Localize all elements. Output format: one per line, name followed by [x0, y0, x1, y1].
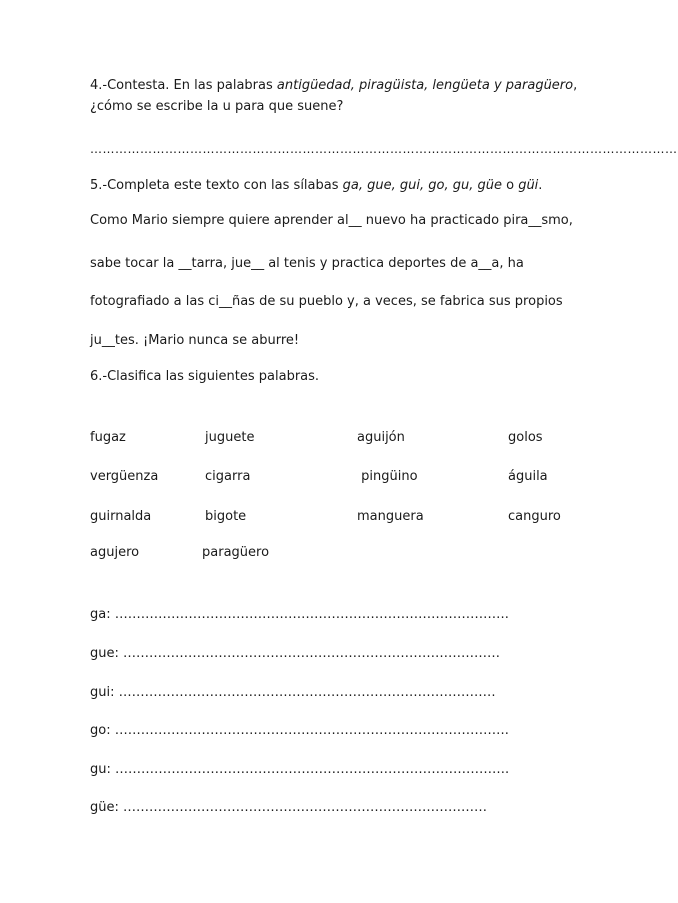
category-label: gui:	[90, 685, 119, 700]
question-5-text-line-4: ju__tes. ¡Mario nunca se aburre!	[90, 333, 300, 348]
category-gue-dieresis[interactable]	[90, 799, 487, 817]
word-cell: guirnalda	[90, 509, 152, 524]
category-ga[interactable]	[90, 606, 509, 624]
category-answer-dots[interactable]: ……………………………………………………………………………….	[114, 723, 509, 738]
word-cell: águila	[508, 469, 548, 484]
question-5-prefix: 5.-Completa este texto con las sílabas	[90, 178, 343, 193]
question-6-title: 6.-Clasifica las siguientes palabras.	[90, 369, 320, 384]
question-5-suffix: .	[538, 178, 543, 193]
question-5-text-line-1: Como Mario siempre quiere aprender al__ nuevo ha practicado pira__smo,	[90, 213, 573, 228]
category-go[interactable]	[90, 722, 509, 740]
category-answer-dots[interactable]: ……………………………………………………………………………	[123, 646, 501, 661]
word-cell: vergüenza	[90, 469, 159, 484]
category-answer-dots[interactable]: ……………………………………………………………………………….	[114, 607, 509, 622]
word-cell: canguro	[508, 509, 561, 524]
category-answer-dots[interactable]: …………………………………………………………………………	[123, 800, 488, 815]
word-cell: paragüero	[202, 545, 270, 560]
question-4-answer-line[interactable]: ……………………………………………………………………………………………………………………………	[90, 142, 678, 156]
word-cell: golos	[508, 430, 543, 445]
question-4-prefix: 4.-Contesta. En las palabras	[90, 78, 277, 93]
category-answer-dots[interactable]: ……………………………………………………………………………….	[115, 762, 510, 777]
question-4-words: antigüedad, piragüista, lengüeta y paragüero	[276, 78, 574, 93]
question-5-conj: o	[501, 178, 519, 193]
word-cell: cigarra	[205, 469, 251, 484]
category-gu[interactable]	[90, 761, 509, 779]
question-5-text-line-2: sabe tocar la __tarra, jue__ al tenis y practica deportes de a__a, ha	[90, 256, 524, 271]
category-answer-dots[interactable]: ……………………………………………………………………………	[118, 685, 496, 700]
category-label: gue:	[90, 646, 124, 661]
question-5-text-line-3: fotografiado a las ci__ñas de su pueblo y, a veces, se fabrica sus propios	[90, 294, 563, 309]
category-label: güe:	[90, 800, 124, 815]
word-cell: agujero	[90, 545, 140, 560]
question-4-suffix: ,	[573, 78, 578, 93]
word-cell: fugaz	[90, 430, 126, 445]
question-4-line-1	[90, 77, 577, 95]
word-cell: aguijón	[357, 430, 405, 445]
word-cell: juguete	[205, 430, 255, 445]
category-label: go:	[90, 723, 115, 738]
category-label: ga:	[90, 607, 115, 622]
question-5-syllables: ga, gue, gui, go, gu, güe	[342, 178, 502, 193]
word-cell: bigote	[205, 509, 247, 524]
category-gui[interactable]	[90, 684, 496, 702]
question-4-line-2: ¿cómo se escribe la u para que suene?	[90, 99, 344, 114]
word-cell: pingüino	[357, 469, 418, 484]
question-5-last-syllable: güi	[518, 178, 539, 193]
category-label: gu:	[90, 762, 116, 777]
word-cell: manguera	[357, 509, 424, 524]
question-5-title	[90, 177, 542, 195]
category-gue[interactable]	[90, 645, 500, 663]
